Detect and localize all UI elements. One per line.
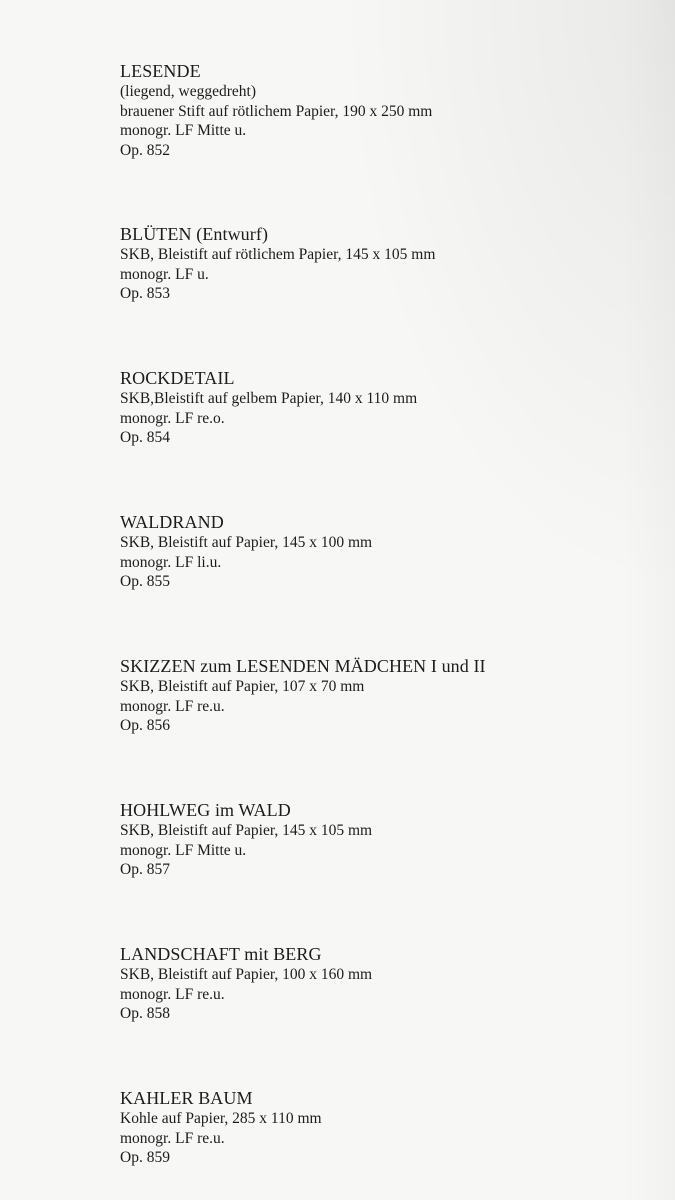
entry-title: WALDRAND [120,512,224,532]
entry-opus: Op. 854 [120,429,170,446]
catalog-entry-op-856 [120,655,640,736]
entry-monogram: monogr. LF li.u. [120,553,222,571]
catalog-entry-op-855 [120,511,640,592]
entry-title: LANDSCHAFT mit BERG [120,944,322,964]
entry-opus: Op. 859 [120,1149,170,1166]
catalog-entry-op-852 [120,60,640,160]
catalog-entry-op-854 [120,367,640,448]
entry-monogram: monogr. LF Mitte u. [120,841,247,859]
entry-medium: SKB, Bleistift auf Papier, 145 x 105 mm [120,822,373,839]
entry-opus: Op. 857 [120,861,170,878]
entry-opus: Op. 856 [120,717,170,734]
entry-opus: Op. 852 [120,141,170,159]
entry-medium: Kohle auf Papier, 285 x 110 mm [120,1110,322,1127]
entry-medium: SKB, Bleistift auf rötlichem Papier, 145 x 105 mm [120,246,436,263]
entry-monogram: monogr. LF Mitte u. [120,122,247,139]
entry-title: KAHLER BAUM [120,1088,253,1108]
entry-title: HOHLWEG im WALD [120,800,291,820]
entry-monogram: monogr. LF re.u. [120,1129,225,1147]
entry-monogram: monogr. LF u. [120,265,209,283]
entry-medium: SKB, Bleistift auf Papier, 100 x 160 mm [120,966,373,983]
entry-subtitle: (liegend, weggedreht) [120,83,256,100]
entry-medium: SKB, Bleistift auf Papier, 145 x 100 mm [120,534,373,551]
entry-title: BLÜTEN (Entwurf) [120,224,269,244]
entry-medium: SKB,Bleistift auf gelbem Papier, 140 x 110 mm [120,390,418,407]
entry-title: SKIZZEN zum LESENDEN MÄDCHEN I und II [120,656,486,676]
entry-monogram: monogr. LF re.u. [120,697,225,715]
entry-monogram: monogr. LF re.u. [120,985,225,1003]
entry-medium: brauener Stift auf rötlichem Papier, 190 x 250 mm [120,102,433,120]
catalog-entry-op-857 [120,799,640,880]
entry-opus: Op. 853 [120,285,170,302]
entry-title: LESENDE [120,61,201,81]
entry-monogram: monogr. LF re.o. [120,409,225,427]
entry-medium: SKB, Bleistift auf Papier, 107 x 70 mm [120,678,365,695]
entry-opus: Op. 858 [120,1005,170,1022]
catalog-entry-op-858 [120,943,640,1024]
entry-title: ROCKDETAIL [120,368,235,388]
entry-opus: Op. 855 [120,573,170,590]
catalog-entry-op-853 [120,223,640,304]
catalog-entry-op-859 [120,1087,640,1168]
